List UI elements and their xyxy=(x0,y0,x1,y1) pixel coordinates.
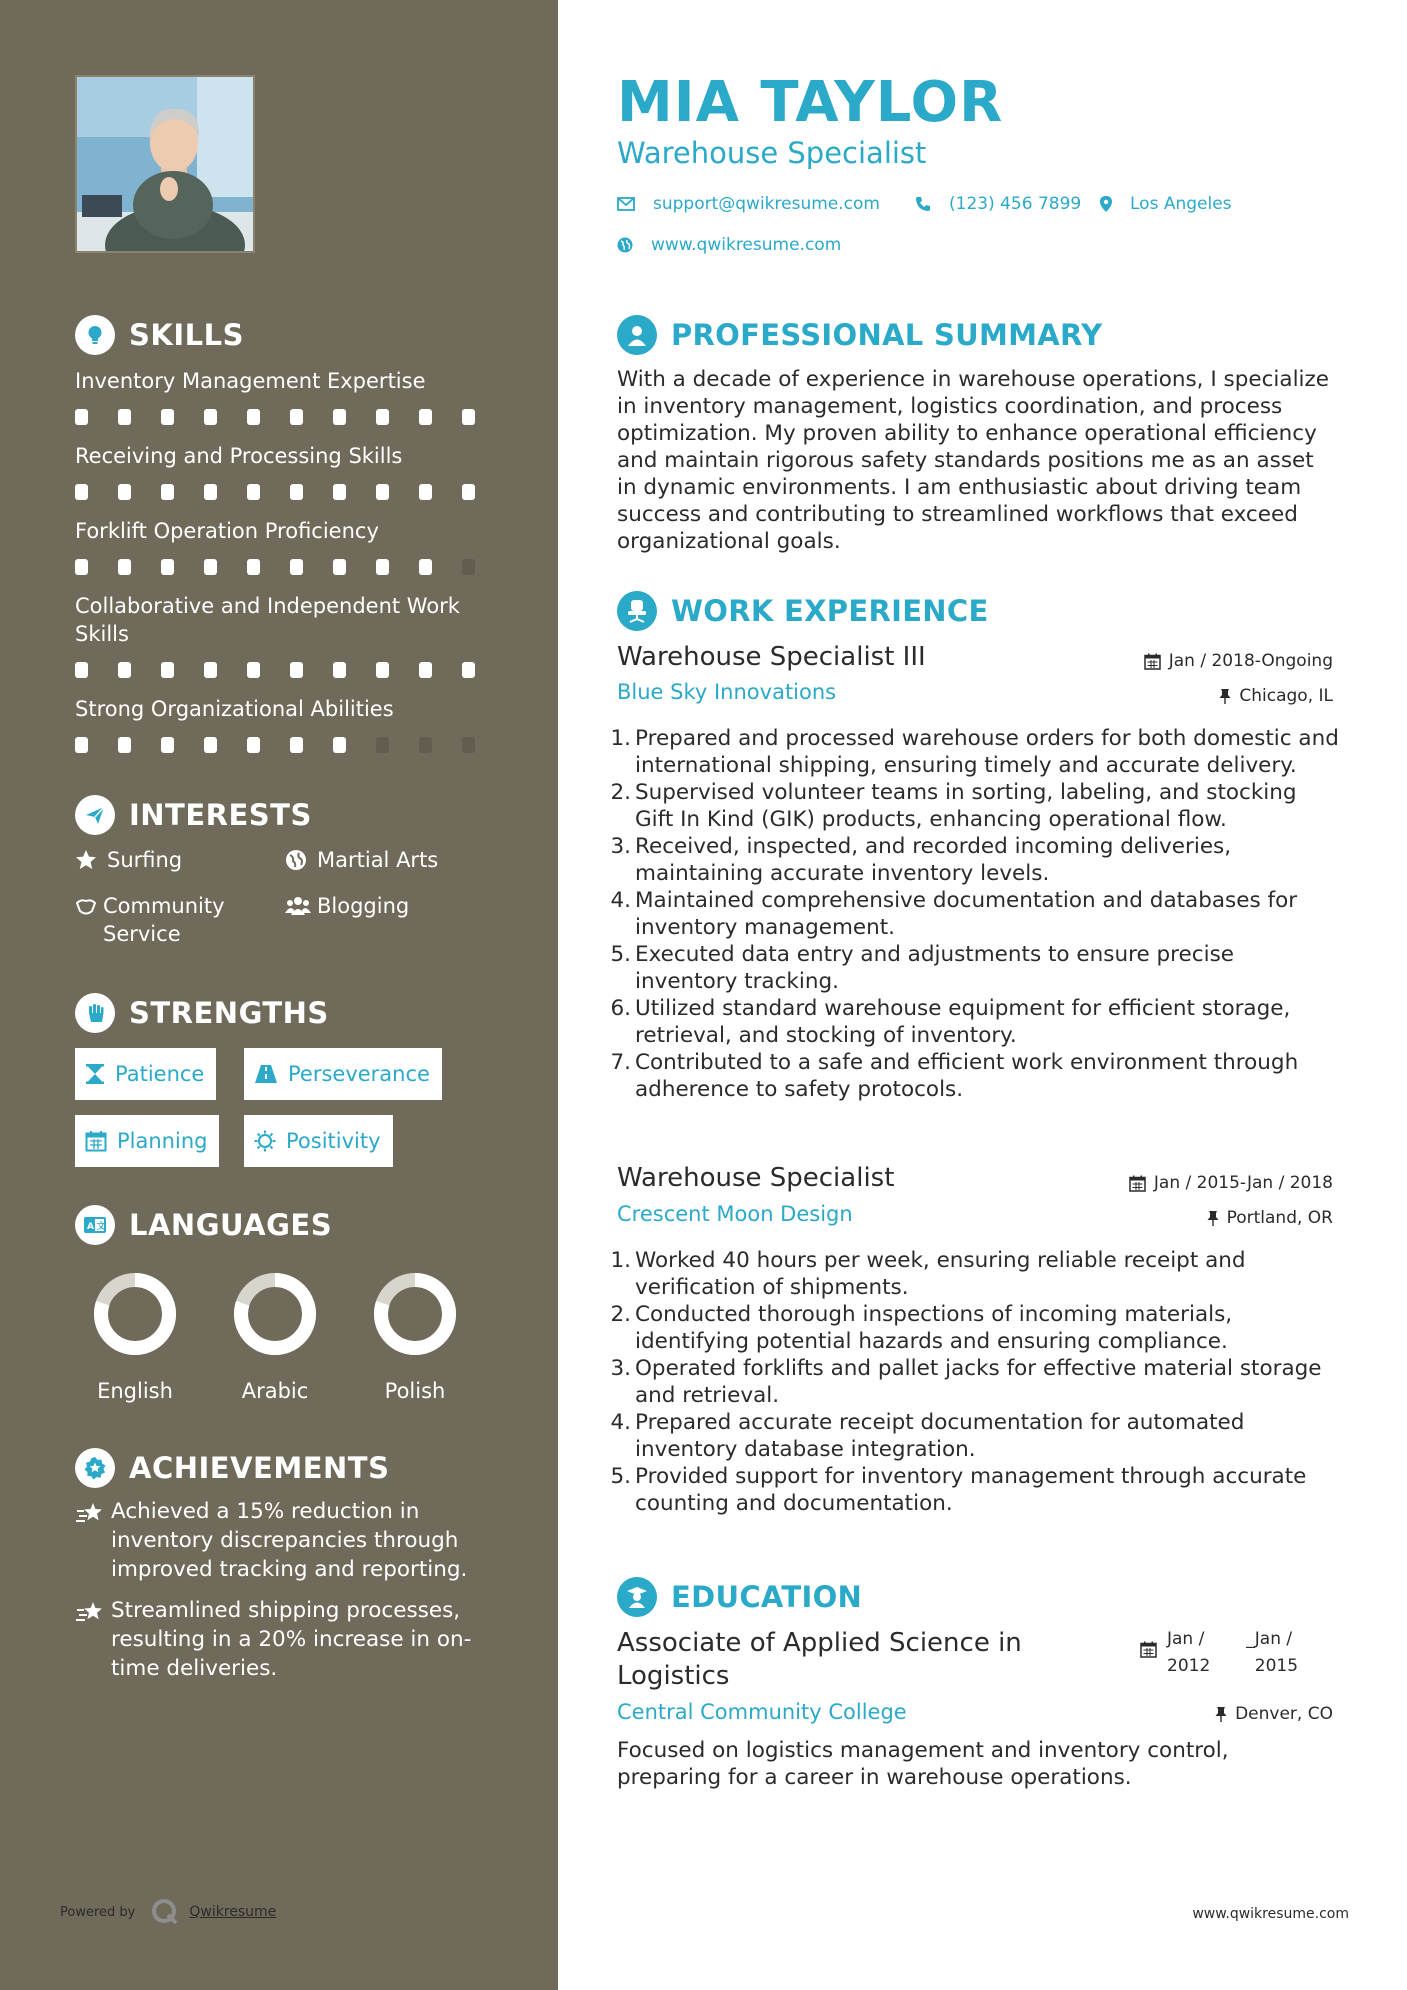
rating-dot-filled xyxy=(75,737,88,753)
contact-phone[interactable]: (123) 456 7899 xyxy=(915,194,1081,214)
education-text: Focused on logistics management and inventory control, preparing for a career in warehouse operations. xyxy=(617,1738,1229,1790)
rating-dot-filled xyxy=(247,737,260,753)
candidate-name: MIA TAYLOR xyxy=(617,70,1004,135)
lightbulb-icon xyxy=(75,315,115,355)
skill-item: Strong Organizational Abilities xyxy=(75,695,505,753)
rating-dot-filled xyxy=(462,662,475,678)
rating-dot-empty xyxy=(419,737,432,753)
rating-dot-filled xyxy=(75,409,88,425)
calendar-icon xyxy=(1129,1175,1146,1192)
rating-dot-filled xyxy=(333,662,346,678)
language-item: Arabic xyxy=(205,1271,345,1403)
rating-dot-filled xyxy=(333,484,346,500)
list-item: 5. Executed data entry and adjustments to ensure precise inventory tracking. xyxy=(610,942,1234,994)
list-item: 7. Contributed to a safe and efficient work environment through adherence to safety protocols. xyxy=(610,1050,1299,1102)
users-icon xyxy=(285,892,311,920)
interests-heading: INTERESTS xyxy=(75,795,312,835)
rating-dot-empty xyxy=(462,737,475,753)
rating-dot-filled xyxy=(419,484,432,500)
rating-dot-filled xyxy=(376,559,389,575)
footer-url[interactable]: www.qwikresume.com xyxy=(1192,1906,1349,1922)
rating-dot-filled xyxy=(290,484,303,500)
skill-item: Forklift Operation Proficiency xyxy=(75,517,505,575)
rating-dot-filled xyxy=(75,559,88,575)
skill-item: Inventory Management Expertise xyxy=(75,367,505,425)
list-item: 2. Supervised volunteer teams in sorting, labeling, and stocking Gift In Kind (GIK) products, enhancing operational flow. xyxy=(610,780,1297,832)
job-title: Warehouse Specialist III xyxy=(617,642,926,672)
sidebar xyxy=(0,0,558,1990)
graduate-icon xyxy=(617,1577,657,1617)
rating-dot-filled xyxy=(118,409,131,425)
education-heading: EDUCATION xyxy=(617,1577,862,1617)
envelope-icon xyxy=(617,197,635,211)
sun-icon xyxy=(254,1130,276,1152)
handshake-icon xyxy=(75,892,97,920)
achievements-heading: ACHIEVEMENTS xyxy=(75,1448,389,1488)
summary-heading: PROFESSIONAL SUMMARY xyxy=(617,315,1102,355)
phone-icon xyxy=(915,196,931,212)
rating-dot-filled xyxy=(75,662,88,678)
job-bullets xyxy=(610,725,1340,1103)
road-icon xyxy=(254,1064,278,1084)
pushpin-icon xyxy=(1219,688,1231,704)
pushpin-icon xyxy=(1215,1706,1227,1722)
list-item: 5. Provided support for inventory management through accurate counting and documentation. xyxy=(610,1464,1307,1516)
rating-dot-filled xyxy=(376,409,389,425)
list-item: 4. Prepared accurate receipt documentation for automated inventory database integration. xyxy=(610,1410,1245,1462)
rating-dot-filled xyxy=(161,662,174,678)
rating-dot-empty xyxy=(462,559,475,575)
education-dates: Jan / 2012 _ Jan / 2015 xyxy=(1140,1626,1298,1680)
profile-photo xyxy=(75,75,255,253)
pushpin-icon xyxy=(1207,1210,1219,1226)
rating-dot-filled xyxy=(118,559,131,575)
rating-dot-filled xyxy=(161,409,174,425)
list-item: 3. Operated forklifts and pallet jacks for effective material storage and retrieval. xyxy=(610,1356,1322,1408)
shooting-star-icon xyxy=(75,1596,111,1683)
job-company: Crescent Moon Design xyxy=(617,1202,853,1226)
summary-text: With a decade of experience in warehouse operations, I specialize in inventory management, logistics coordination, and process optimization. My proven ability to enhance operational efficiency and maintain rigorous safety standards positions me as an asset in dynamic environments. I am enthusiastic about driving team success and contributing to streamlined workflows that exceed organizational goals. xyxy=(617,367,1330,554)
globe-icon xyxy=(617,237,633,253)
list-item: 3. Received, inspected, and recorded incoming deliveries, maintaining accurate inventory levels. xyxy=(610,834,1232,886)
skill-rating xyxy=(75,484,505,500)
svg-text:文: 文 xyxy=(96,1222,106,1232)
rating-dot-filled xyxy=(290,559,303,575)
candidate-role: Warehouse Specialist xyxy=(617,136,927,170)
job-dates: Jan / 2018-Ongoing xyxy=(1144,651,1333,671)
language-ring xyxy=(372,1271,458,1357)
user-icon xyxy=(617,315,657,355)
rating-dot-filled xyxy=(462,484,475,500)
rating-dot-filled xyxy=(333,559,346,575)
degree-title: Associate of Applied Science in Logistics xyxy=(617,1628,1022,1691)
rating-dot-filled xyxy=(290,409,303,425)
rating-dot-filled xyxy=(333,409,346,425)
strength-badge: Patience xyxy=(75,1048,216,1100)
education-location: Denver, CO xyxy=(1215,1704,1333,1724)
interest-item: Surfing xyxy=(75,846,182,874)
job-title: Warehouse Specialist xyxy=(617,1163,895,1193)
qwikresume-link[interactable]: Qwikresume xyxy=(189,1904,277,1920)
interest-item: Martial Arts xyxy=(285,846,438,874)
rating-dot-filled xyxy=(118,737,131,753)
list-item: 2. Conducted thorough inspections of incoming materials, identifying potential hazards and ensuring compliance. xyxy=(610,1302,1233,1354)
rating-dot-filled xyxy=(204,484,217,500)
strength-badge: Perseverance xyxy=(244,1048,442,1100)
list-item: 4. Maintained comprehensive documentation and databases for inventory management. xyxy=(610,888,1298,940)
hourglass-icon xyxy=(85,1063,105,1085)
rating-dot-filled xyxy=(419,409,432,425)
rating-dot-filled xyxy=(290,662,303,678)
strength-badge: Positivity xyxy=(244,1115,393,1167)
contact-website[interactable]: www.qwikresume.com xyxy=(617,235,841,255)
rating-dot-filled xyxy=(290,737,303,753)
svg-text:A: A xyxy=(87,1222,94,1232)
rating-dot-filled xyxy=(161,559,174,575)
shooting-star-icon xyxy=(75,1497,111,1584)
rating-dot-filled xyxy=(247,559,260,575)
rating-dot-filled xyxy=(376,484,389,500)
fist-icon xyxy=(75,993,115,1033)
rating-dot-filled xyxy=(204,662,217,678)
interest-item: Community Service xyxy=(75,892,255,948)
list-item: 6. Utilized standard warehouse equipment for efficient storage, retrieval, and stocking of inventory. xyxy=(610,996,1291,1048)
contact-location: Los Angeles xyxy=(1100,194,1232,214)
rating-dot-filled xyxy=(247,484,260,500)
skill-rating xyxy=(75,737,505,753)
achievement-item: Streamlined shipping processes, resulting in a 20% increase in on-time deliveries. xyxy=(75,1596,505,1683)
skills-heading: SKILLS xyxy=(75,315,244,355)
qwikresume-logo-icon xyxy=(151,1898,179,1926)
paper-plane-icon xyxy=(75,795,115,835)
rating-dot-filled xyxy=(376,662,389,678)
contact-email[interactable]: support@qwikresume.com xyxy=(617,194,880,214)
job-bullets xyxy=(610,1247,1340,1517)
rating-dot-filled xyxy=(204,559,217,575)
language-ring xyxy=(232,1271,318,1357)
office-chair-icon xyxy=(617,591,657,631)
rating-dot-filled xyxy=(118,662,131,678)
skill-item: Receiving and Processing Skills xyxy=(75,442,505,500)
powered-by: Powered by Qwikresume xyxy=(60,1898,276,1926)
experience-heading: WORK EXPERIENCE xyxy=(617,591,989,631)
interest-item: Blogging xyxy=(285,892,409,920)
strength-badge: Planning xyxy=(75,1115,219,1167)
job-company: Blue Sky Innovations xyxy=(617,680,837,704)
skill-rating xyxy=(75,409,505,425)
skill-rating xyxy=(75,662,505,678)
rating-dot-filled xyxy=(204,737,217,753)
star-icon xyxy=(75,846,101,874)
map-pin-icon xyxy=(1100,196,1112,212)
job-dates: Jan / 2015-Jan / 2018 xyxy=(1129,1173,1333,1193)
calendar-icon xyxy=(1140,1626,1157,1680)
rating-dot-filled xyxy=(118,484,131,500)
rating-dot-filled xyxy=(204,409,217,425)
rating-dot-filled xyxy=(333,737,346,753)
calendar-icon xyxy=(85,1130,107,1152)
language-item: Polish xyxy=(345,1271,485,1403)
rating-dot-filled xyxy=(161,484,174,500)
language-icon xyxy=(75,1205,115,1245)
job-location: Portland, OR xyxy=(1207,1208,1333,1228)
language-item: English xyxy=(65,1271,205,1403)
globe-icon xyxy=(285,846,311,874)
job-location: Chicago, IL xyxy=(1219,686,1333,706)
rating-dot-filled xyxy=(247,409,260,425)
rating-dot-empty xyxy=(376,737,389,753)
rating-dot-filled xyxy=(419,662,432,678)
skill-item: Collaborative and Independent Work Skills xyxy=(75,592,505,678)
school-name: Central Community College xyxy=(617,1700,907,1724)
list-item: 1. Worked 40 hours per week, ensuring reliable receipt and verification of shipments. xyxy=(610,1248,1246,1300)
rating-dot-filled xyxy=(419,559,432,575)
rating-dot-filled xyxy=(462,409,475,425)
rating-dot-filled xyxy=(161,737,174,753)
language-ring xyxy=(92,1271,178,1357)
rating-dot-filled xyxy=(75,484,88,500)
strengths-heading: STRENGTHS xyxy=(75,993,329,1033)
list-item: 1. Prepared and processed warehouse orders for both domestic and international shipping, ensuring timely and accurate delivery. xyxy=(610,726,1339,778)
star-badge-icon xyxy=(75,1448,115,1488)
skill-rating xyxy=(75,559,505,575)
calendar-icon xyxy=(1144,653,1161,670)
achievement-item: Achieved a 15% reduction in inventory discrepancies through improved tracking and reporting. xyxy=(75,1497,505,1584)
languages-heading: A 文 LANGUAGES xyxy=(75,1205,332,1245)
rating-dot-filled xyxy=(247,662,260,678)
